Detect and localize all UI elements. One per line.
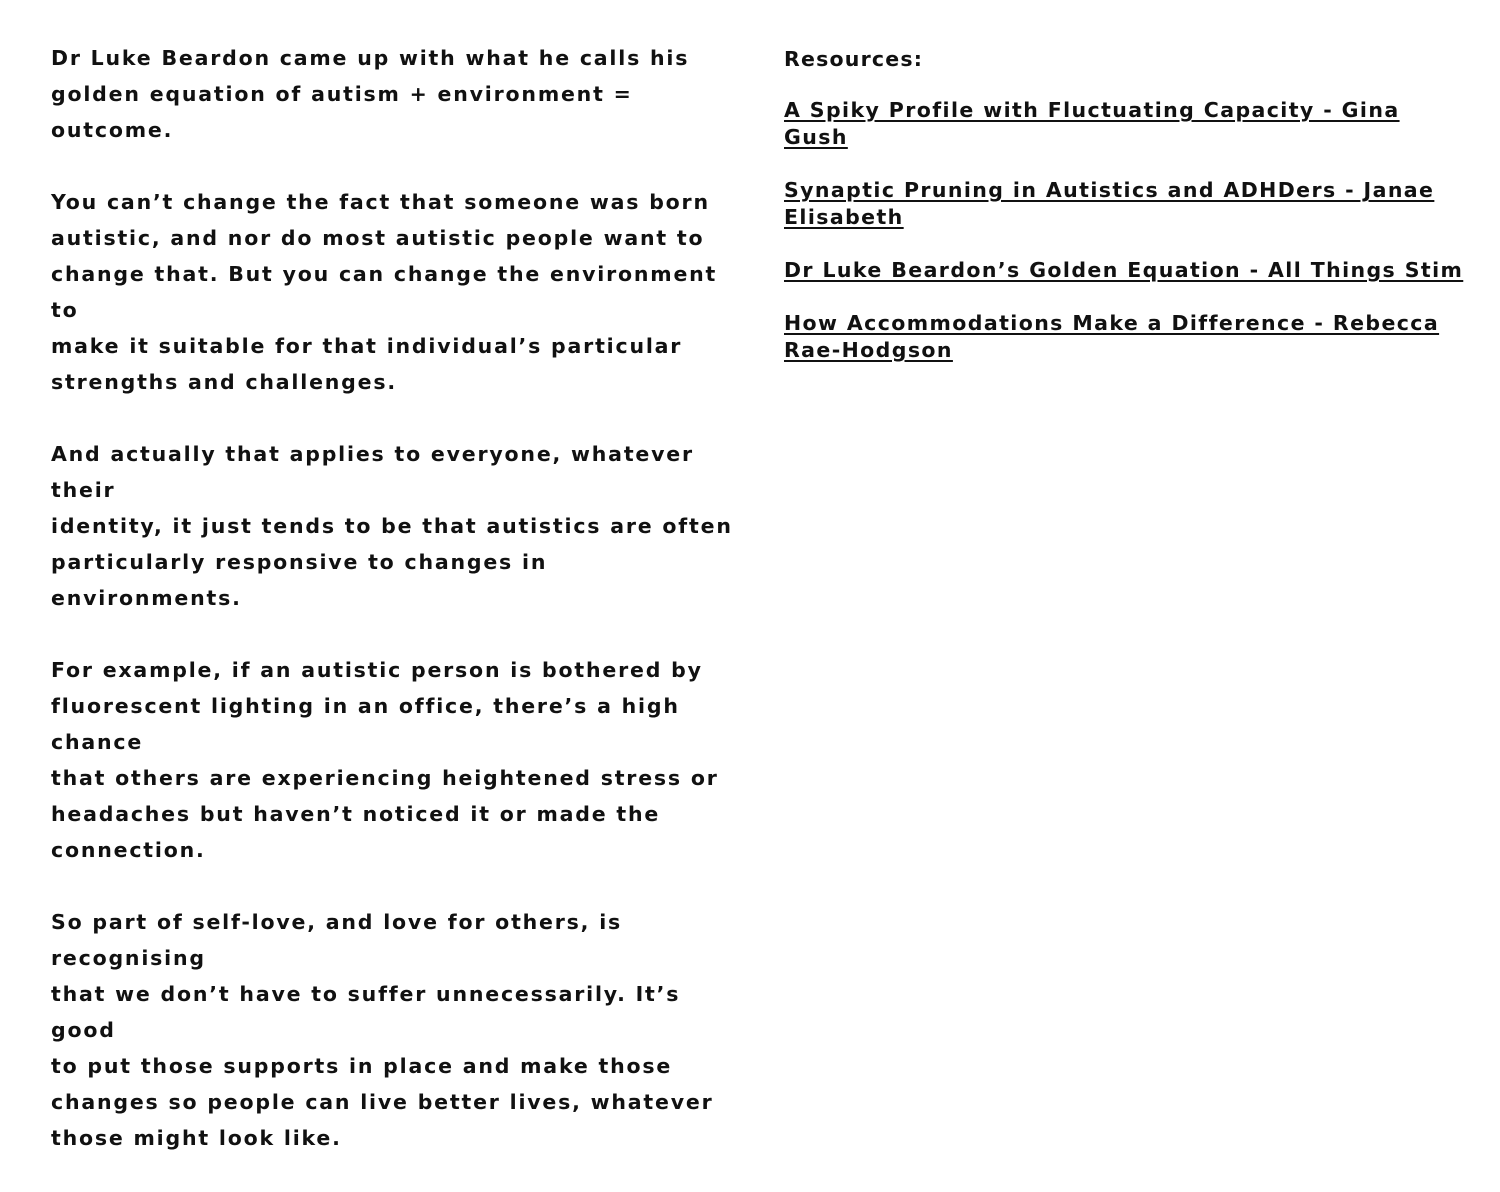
resources-heading: Resources:: [784, 47, 924, 71]
resource-list: [784, 97, 1464, 364]
resource-link-accommodations[interactable]: How Accommodations Make a Difference - Rebecca Rae-Hodgson: [784, 311, 1440, 362]
paragraph-lighting-example: For example, if an autistic person is bothered by fluorescent lighting in an office, there’s a high chance that others are experiencing heightened stress or headaches but haven’t noticed it or made the connection.: [51, 658, 719, 862]
paragraph-self-love: So part of self-love, and love for others, is recognising that we don’t have to suffer unnecessarily. It’s good to put those supports in place and make those changes so people can live better lives, whatever those might look like.: [51, 910, 714, 1150]
paragraph-environment-change: You can’t change the fact that someone was born autistic, and nor do most autistic people want to change that. But you can change the environment to make it suitable for that individual’s particular strengths and challenges.: [51, 190, 718, 394]
article-body: [51, 40, 741, 1192]
resource-link-synaptic-pruning[interactable]: Synaptic Pruning in Autistics and ADHDers - Janae Elisabeth: [784, 178, 1435, 229]
resource-item: [784, 97, 1464, 151]
paragraph-golden-equation: Dr Luke Beardon came up with what he calls his golden equation of autism + environment = outcome.: [51, 46, 690, 142]
paragraph-applies-to-everyone: And actually that applies to everyone, whatever their identity, it just tends to be that autistics are often particularly responsive to changes in environments.: [51, 442, 733, 610]
resource-link-spiky-profile[interactable]: A Spiky Profile with Fluctuating Capacity - Gina Gush: [784, 98, 1400, 149]
resource-item: [784, 310, 1464, 364]
resource-item: [784, 257, 1464, 284]
resource-link-golden-equation[interactable]: Dr Luke Beardon’s Golden Equation - All Things Stim: [784, 258, 1464, 282]
resources-section: [784, 45, 1464, 390]
resource-item: [784, 177, 1464, 231]
